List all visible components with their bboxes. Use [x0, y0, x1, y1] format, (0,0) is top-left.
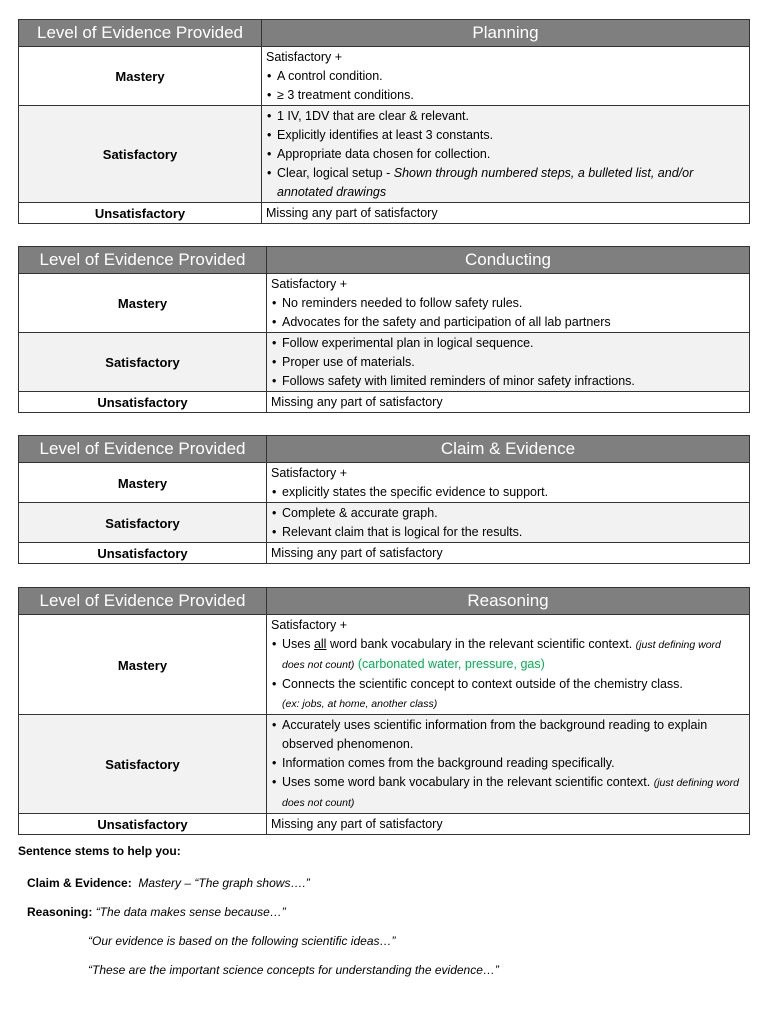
- reasoning-unsatisfactory-cell: Missing any part of satisfactory: [267, 814, 750, 835]
- list-item: [271, 773, 745, 813]
- list-item: • 1 IV, 1DV that are clear & relevant.: [266, 107, 745, 126]
- list-item: [271, 675, 745, 714]
- level-header: Level of Evidence Provided: [19, 20, 262, 47]
- setup-detail: Shown through numbered steps, a bulleted list, and/or annotated drawings: [277, 166, 694, 199]
- note: (just defining word does not count): [282, 777, 739, 809]
- list-item: • Follows safety with limited reminders of minor safety infractions.: [271, 372, 745, 391]
- conducting-rubric-table: [18, 246, 750, 413]
- list-item: • Appropriate data chosen for collection.: [266, 145, 745, 164]
- level-unsatisfactory: Unsatisfactory: [19, 814, 267, 835]
- planning-rubric-table: [18, 19, 750, 224]
- text-run: all: [313, 637, 327, 651]
- list-item: • ≥ 3 treatment conditions.: [266, 86, 745, 105]
- list-item: • Follow experimental plan in logical sequence.: [271, 334, 745, 353]
- reasoning-rubric-table: [18, 587, 750, 835]
- claim-mastery-cell: [267, 463, 750, 503]
- claim-header: Claim & Evidence: [267, 436, 750, 463]
- word-bank: (carbonated water, pressure, gas): [354, 657, 545, 671]
- level-mastery: Mastery: [19, 615, 267, 715]
- claim-unsatisfactory-cell: Missing any part of satisfactory: [267, 543, 750, 564]
- claim-satisfactory-cell: [267, 503, 750, 543]
- stem-claim: [27, 876, 310, 890]
- claim-rubric-table: [18, 435, 750, 564]
- text-run: Uses some word bank vocabulary in the relevant scientific context.: [282, 775, 654, 789]
- conducting-header: Conducting: [267, 247, 750, 274]
- level-mastery: Mastery: [19, 274, 267, 333]
- stem-label: Claim & Evidence:: [27, 876, 132, 890]
- level-satisfactory: Satisfactory: [19, 106, 262, 203]
- level-unsatisfactory: Unsatisfactory: [19, 203, 262, 224]
- satisfactory-plus: Satisfactory +: [271, 277, 348, 291]
- note: (just defining word does not count): [282, 639, 721, 671]
- reasoning-mastery-cell: [267, 615, 750, 715]
- list-item: • Complete & accurate graph.: [271, 504, 745, 523]
- level-header: Level of Evidence Provided: [19, 247, 267, 274]
- text-run: Connects the scientific concept to context outside of the chemistry class.: [282, 677, 683, 691]
- reasoning-header: Reasoning: [267, 588, 750, 615]
- level-satisfactory: Satisfactory: [19, 333, 267, 392]
- stem-text: “The data makes sense because…”: [95, 905, 286, 919]
- level-satisfactory: Satisfactory: [19, 503, 267, 543]
- planning-header: Planning: [262, 20, 750, 47]
- level-header: Level of Evidence Provided: [19, 588, 267, 615]
- stem-text: Mastery – “The graph shows….”: [138, 876, 310, 890]
- conducting-mastery-cell: [267, 274, 750, 333]
- level-header: Level of Evidence Provided: [19, 436, 267, 463]
- list-item: • Accurately uses scientific information from the background reading to explain observed phenomenon.: [271, 716, 745, 754]
- list-item: • Advocates for the safety and participation of all lab partners: [271, 313, 745, 332]
- level-mastery: Mastery: [19, 47, 262, 106]
- list-item: • No reminders needed to follow safety rules.: [271, 294, 745, 313]
- list-item: [266, 164, 745, 202]
- stem-label: Reasoning:: [27, 905, 93, 919]
- planning-mastery-cell: [262, 47, 750, 106]
- list-item: • Explicitly identifies at least 3 constants.: [266, 126, 745, 145]
- note: (ex: jobs, at home, another class): [282, 698, 438, 710]
- planning-satisfactory-cell: [262, 106, 750, 203]
- stems-heading-text: Sentence stems to help you:: [18, 844, 181, 858]
- text-run: Uses: [282, 637, 314, 651]
- stems-heading: [18, 844, 181, 858]
- list-item: • Relevant claim that is logical for the results.: [271, 523, 745, 542]
- level-satisfactory: Satisfactory: [19, 715, 267, 814]
- stem-line-2: “Our evidence is based on the following scientific ideas…”: [88, 934, 396, 948]
- level-mastery: Mastery: [19, 463, 267, 503]
- list-item: [271, 635, 745, 675]
- list-item: • Information comes from the background reading specifically.: [271, 754, 745, 773]
- list-item: • explicitly states the specific evidence to support.: [271, 483, 745, 502]
- conducting-satisfactory-cell: [267, 333, 750, 392]
- stem-line-3: “These are the important science concepts for understanding the evidence…”: [88, 963, 499, 977]
- planning-unsatisfactory-cell: Missing any part of satisfactory: [262, 203, 750, 224]
- list-item: • A control condition.: [266, 67, 745, 86]
- list-item: • Proper use of materials.: [271, 353, 745, 372]
- setup-label: Clear, logical setup -: [277, 166, 394, 180]
- satisfactory-plus: Satisfactory +: [266, 50, 343, 64]
- conducting-unsatisfactory-cell: Missing any part of satisfactory: [267, 392, 750, 413]
- stem-reasoning: [27, 905, 286, 919]
- satisfactory-plus: Satisfactory +: [271, 466, 348, 480]
- level-unsatisfactory: Unsatisfactory: [19, 543, 267, 564]
- reasoning-satisfactory-cell: [267, 715, 750, 814]
- level-unsatisfactory: Unsatisfactory: [19, 392, 267, 413]
- satisfactory-plus: Satisfactory +: [271, 618, 348, 632]
- text-run: word bank vocabulary in the relevant scientific context.: [326, 637, 636, 651]
